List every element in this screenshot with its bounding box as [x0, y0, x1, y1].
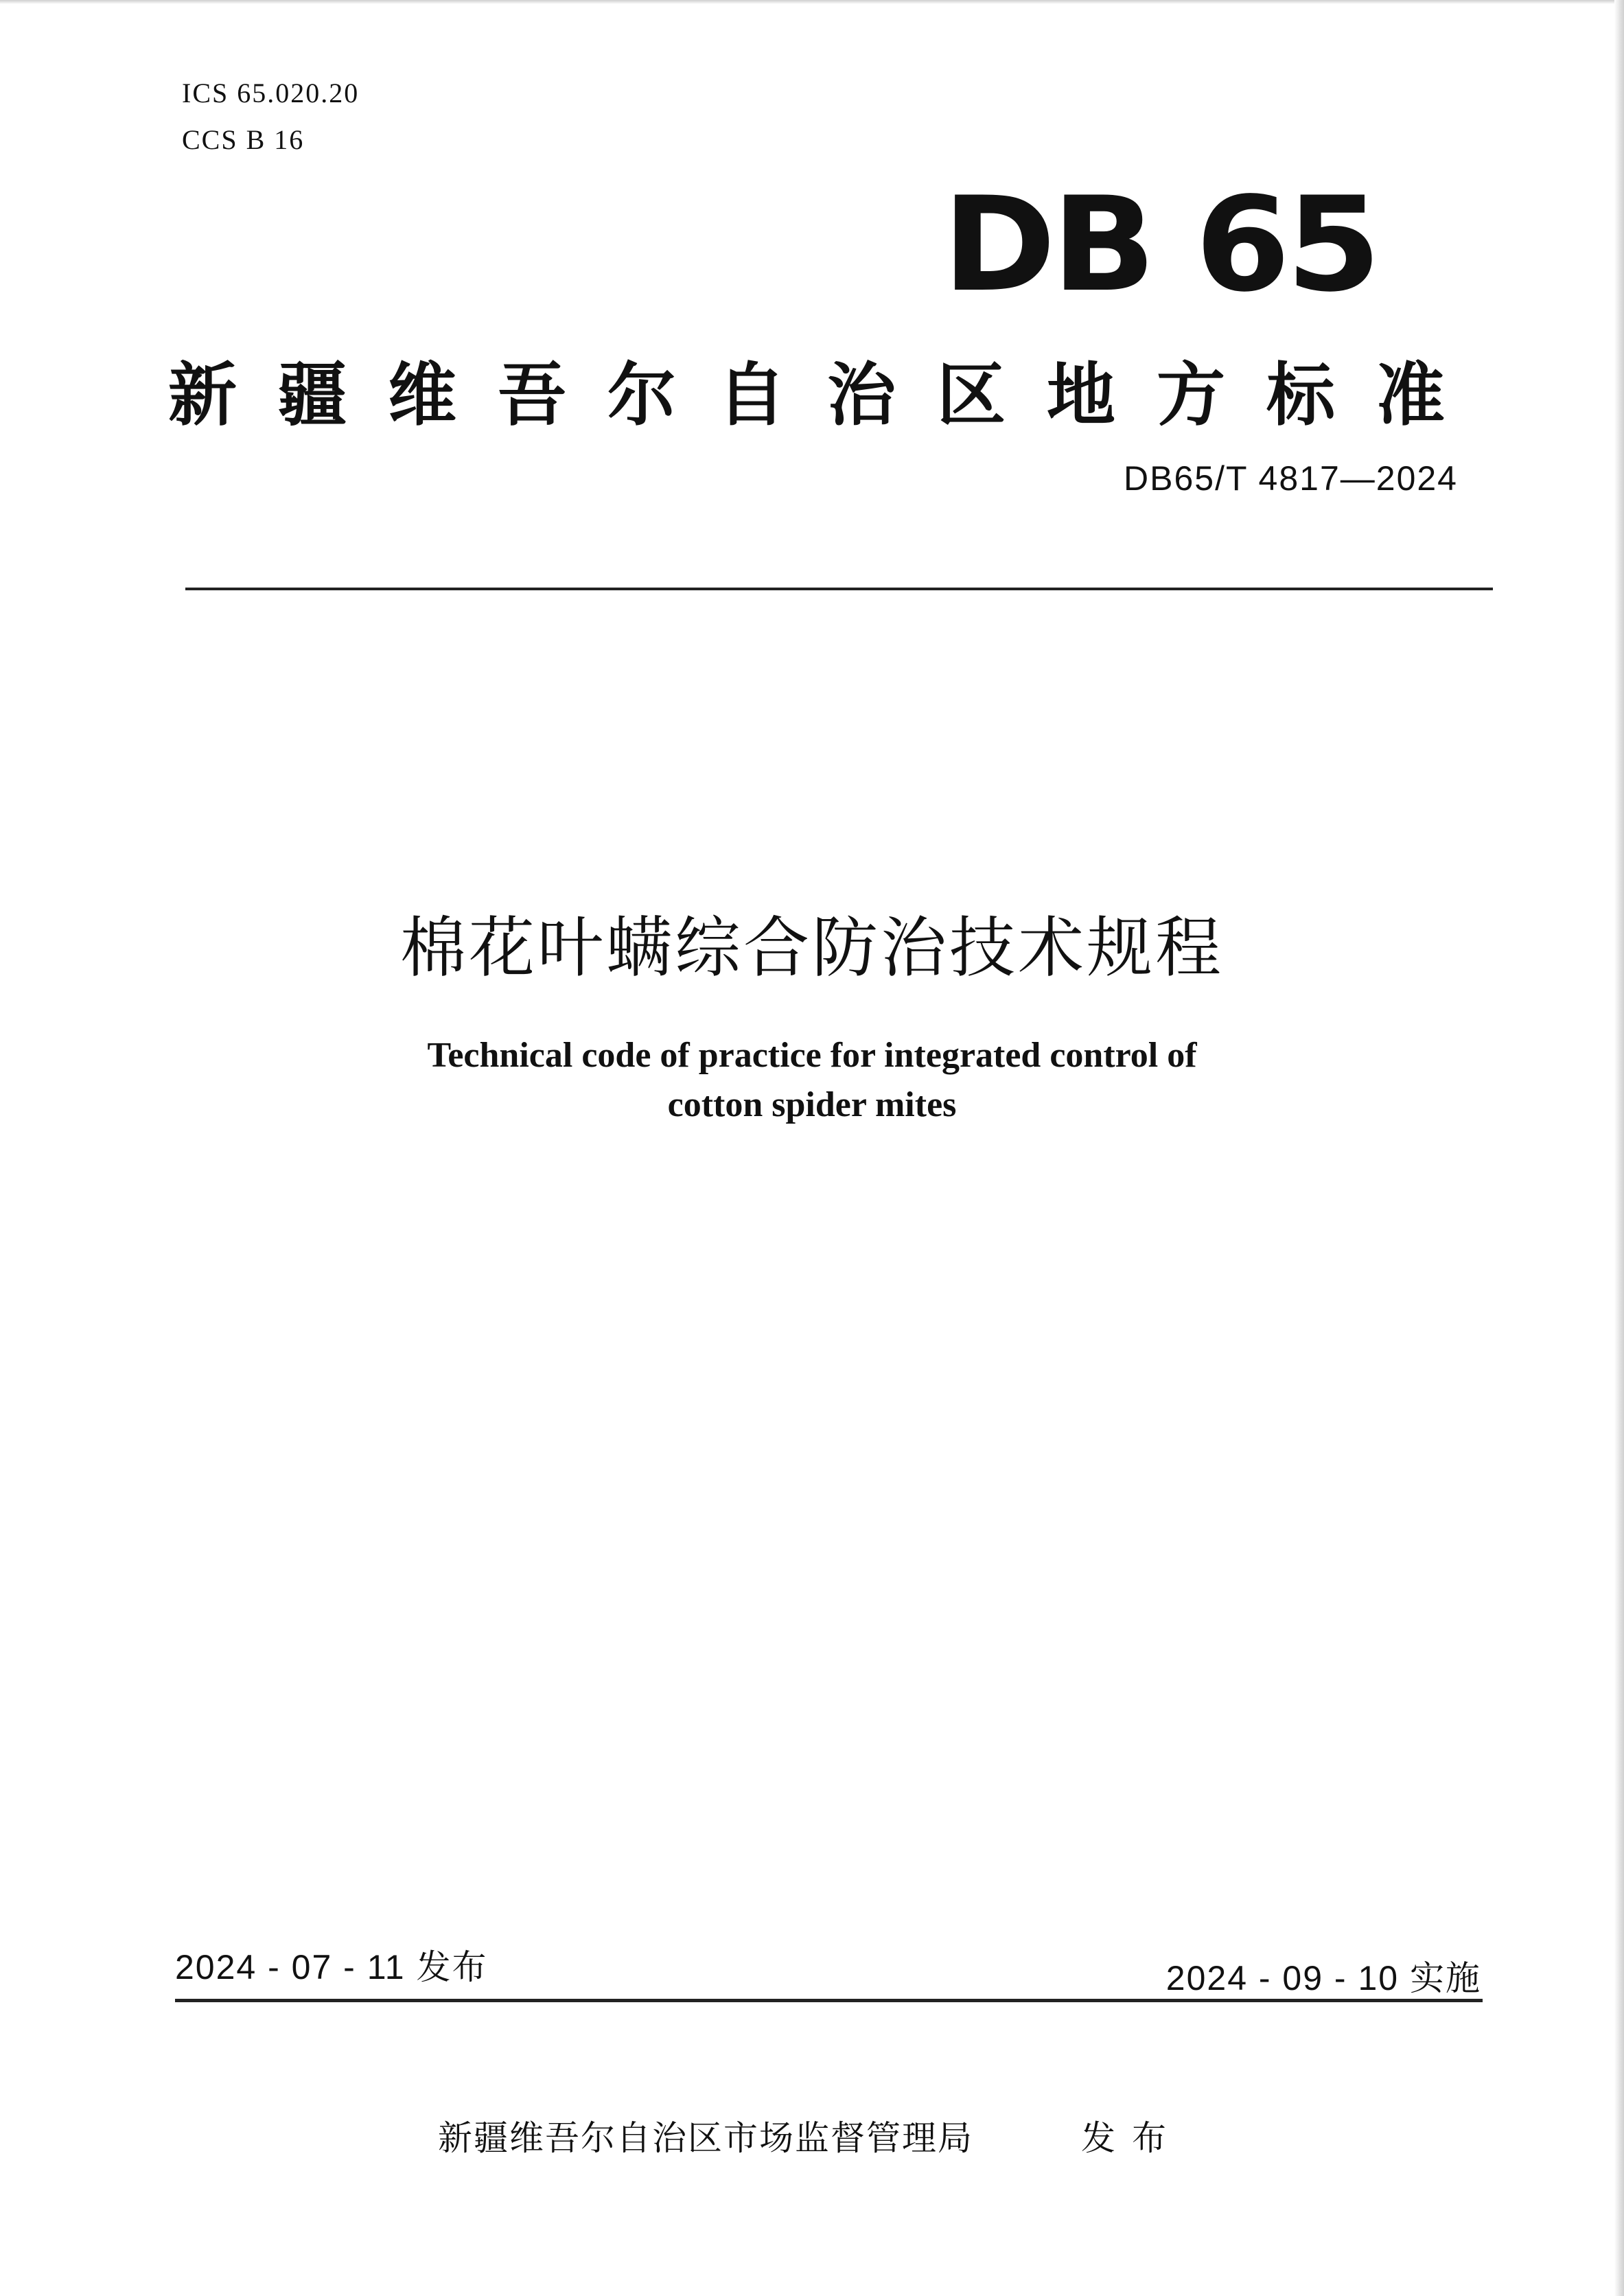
footer-divider — [175, 1999, 1483, 2002]
db-logo: DB 65 — [942, 169, 1377, 321]
standard-number: DB65/T 4817—2024 — [1124, 459, 1458, 498]
title-english — [0, 1031, 1624, 1130]
issue-date: 2024 - 07 - 11 发布 — [175, 1948, 488, 1986]
implement-date: 2024 - 09 - 10 实施 — [1165, 1959, 1481, 1997]
publish-label: 发布 — [1081, 2118, 1183, 2158]
title-chinese: 棉花叶螨综合防治技术规程 — [400, 909, 1224, 986]
region-standard-title: 新疆维吾尔自治区地方标准 — [168, 355, 1486, 435]
scan-edge-top — [0, 0, 1624, 4]
publisher-name: 新疆维吾尔自治区市场监督管理局 — [438, 2118, 973, 2158]
title-english-line-2: cotton spider mites — [667, 1085, 957, 1124]
ccs-code: CCS B 16 — [182, 124, 305, 155]
ics-code: ICS 65.020.20 — [182, 78, 360, 108]
scan-edge-right — [1614, 0, 1624, 2296]
title-english-line-1: Technical code of practice for integrated control of — [427, 1036, 1197, 1075]
header-divider — [185, 588, 1493, 590]
